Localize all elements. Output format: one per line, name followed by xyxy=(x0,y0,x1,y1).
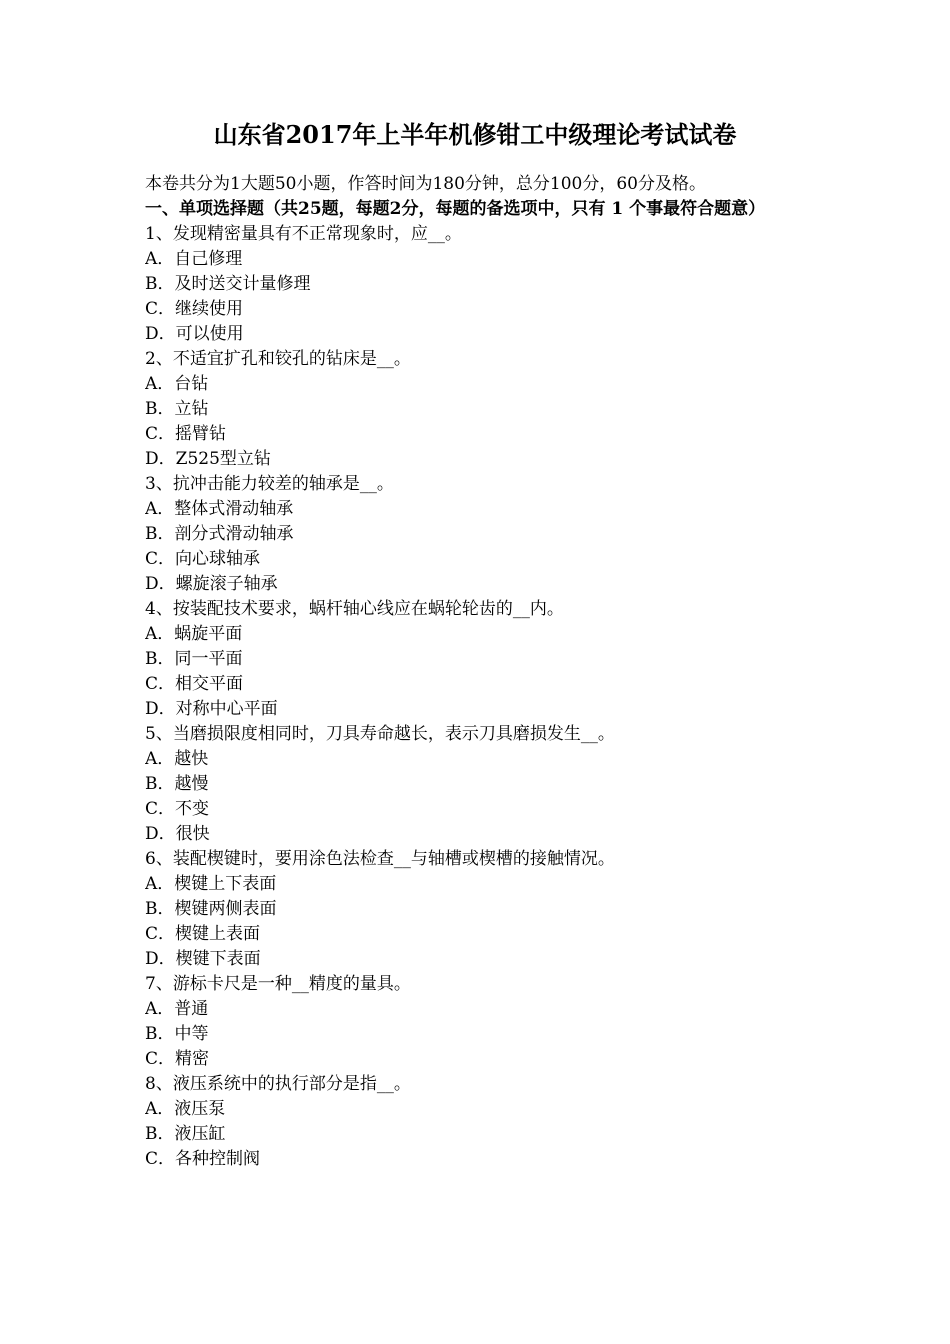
question-1-option-a: A．自己修理 xyxy=(145,249,243,269)
question-8: 8、液压系统中的执行部分是指__。 xyxy=(145,1074,411,1094)
question-7: 7、游标卡尺是一种__精度的量具。 xyxy=(145,974,411,994)
question-7-option-b: B．中等 xyxy=(145,1024,209,1044)
question-6-option-a: A．楔键上下表面 xyxy=(145,874,277,894)
question-7-option-a: A．普通 xyxy=(145,999,209,1019)
intro-text: 本卷共分为1大题50小题，作答时间为180分钟，总分100分，60分及格。 xyxy=(145,174,706,194)
question-7-option-c: C．精密 xyxy=(145,1049,210,1069)
question-list xyxy=(145,222,815,1172)
question-8-option-a: A．液压泵 xyxy=(145,1099,226,1119)
question-5-option-a: A．越快 xyxy=(145,749,209,769)
question-8-option-c: C．各种控制阀 xyxy=(145,1149,261,1169)
question-4: 4、按装配技术要求，蜗杆轴心线应在蜗轮轮齿的__内。 xyxy=(145,599,564,619)
question-3-option-a: A．整体式滑动轴承 xyxy=(145,499,294,519)
question-8-option-b: B．液压缸 xyxy=(145,1124,226,1144)
question-3-option-b: B．剖分式滑动轴承 xyxy=(145,524,294,544)
question-1-option-d: D．可以使用 xyxy=(145,324,244,344)
question-2: 2、不适宜扩孔和铰孔的钻床是__。 xyxy=(145,349,411,369)
question-4-option-b: B．同一平面 xyxy=(145,649,243,669)
question-2-option-b: B．立钻 xyxy=(145,399,209,419)
question-1-option-c: C．继续使用 xyxy=(145,299,244,319)
question-4-option-a: A．蜗旋平面 xyxy=(145,624,243,644)
document-title: 山东省2017年上半年机修钳工中级理论考试试卷 xyxy=(213,120,737,149)
document-body xyxy=(145,172,815,1172)
question-2-option-c: C．摇臂钻 xyxy=(145,424,227,444)
question-1-option-b: B．及时送交计量修理 xyxy=(145,274,311,294)
question-4-option-d: D．对称中心平面 xyxy=(145,699,278,719)
question-2-option-d: D．Z525型立钻 xyxy=(145,449,271,469)
question-5-option-c: C．不变 xyxy=(145,799,210,819)
question-1: 1、发现精密量具有不正常现象时，应__。 xyxy=(145,224,462,244)
question-6: 6、装配楔键时，要用涂色法检查__与轴槽或楔槽的接触情况。 xyxy=(145,849,615,869)
question-3-option-c: C．向心球轴承 xyxy=(145,549,261,569)
question-3-option-d: D．螺旋滚子轴承 xyxy=(145,574,278,594)
question-3: 3、抗冲击能力较差的轴承是__。 xyxy=(145,474,394,494)
question-5-option-b: B．越慢 xyxy=(145,774,209,794)
question-4-option-c: C．相交平面 xyxy=(145,674,244,694)
section-heading: 一、单项选择题（共25题，每题2分，每题的备选项中，只有 1 个事最符合题意） xyxy=(145,199,766,219)
question-6-option-d: D．楔键下表面 xyxy=(145,949,261,969)
question-6-option-b: B．楔键两侧表面 xyxy=(145,899,277,919)
question-6-option-c: C．楔键上表面 xyxy=(145,924,261,944)
question-2-option-a: A．台钻 xyxy=(145,374,209,394)
question-5: 5、当磨损限度相同时，刀具寿命越长，表示刀具磨损发生__。 xyxy=(145,724,615,744)
question-5-option-d: D．很快 xyxy=(145,824,210,844)
